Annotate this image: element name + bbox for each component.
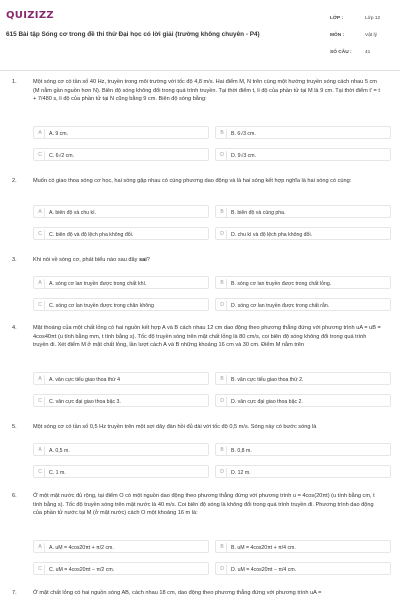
- option-text: B. sóng cơ lan truyền được trong chất lỏng.: [231, 280, 332, 287]
- option-text: A. vân cực tiểu giao thoa thứ 4: [49, 376, 120, 383]
- question-number: 5.: [12, 424, 17, 430]
- option-a[interactable]: [33, 205, 209, 218]
- worksheet-title: 615 Bài tập Sóng cơ trong đề thi thử Đại học có lời giải (trường không chuyên - P4): [6, 31, 260, 38]
- option-letter: D: [218, 468, 227, 477]
- option-text: B. 6√3 cm.: [231, 130, 256, 137]
- option-letter: A: [36, 446, 45, 455]
- option-letter: A: [36, 375, 45, 384]
- option-text: D. vân cực đại giao thoa bậc 2.: [231, 398, 303, 405]
- option-b[interactable]: [215, 372, 391, 385]
- meta-value: Vật lý: [365, 33, 377, 38]
- option-letter: C: [36, 397, 45, 406]
- option-letter: C: [36, 230, 45, 239]
- option-letter: B: [218, 208, 227, 217]
- option-b[interactable]: [215, 443, 391, 456]
- option-letter: D: [218, 230, 227, 239]
- option-text: B. biên độ và cùng pha.: [231, 209, 286, 216]
- worksheet-header: [0, 0, 400, 64]
- question-stem: Ở một mặt nước đủ rộng, tại điểm O có một nguồn dao động theo phương thẳng đứng với phương trình u = 4cos(20πt) (u tính bằng cm, t tính bằng s). Tốc độ truyền sóng trên mặt nước là 40 m/s. Coi biên độ sóng là không đổi trong quá trình truyền đi. Phương trình dao động của phần tử nước tại M (ở mặt nước) cách O một khoảng 16 m là:: [33, 493, 375, 517]
- header-divider: [0, 70, 400, 71]
- option-text: C. biên độ và độ lệch pha không đổi.: [49, 231, 134, 238]
- option-d[interactable]: [215, 298, 391, 311]
- question-stem-end: ?: [146, 257, 150, 263]
- option-d[interactable]: [215, 465, 391, 478]
- option-b[interactable]: [215, 126, 391, 139]
- option-c[interactable]: [33, 465, 209, 478]
- question-stem: Ở mặt chất lỏng có hai nguồn sóng AB, cách nhau 18 cm, dao động theo phương thẳng đứng với phương trình uA =: [33, 590, 322, 596]
- question-stem: [33, 256, 381, 265]
- option-d[interactable]: [215, 562, 391, 575]
- option-text: D. chu kì và độ lệch pha không đổi.: [231, 231, 313, 238]
- option-letter: A: [36, 543, 45, 552]
- option-c[interactable]: [33, 394, 209, 407]
- question-number: 1.: [12, 79, 17, 85]
- option-text: B. uM = 4cos20πt + π/4 cm.: [231, 544, 296, 551]
- option-text: C. vân cực đại giao thoa bậc 3.: [49, 398, 121, 405]
- option-letter: A: [36, 208, 45, 217]
- question-stem-emphasis: sai: [138, 257, 147, 263]
- option-a[interactable]: [33, 540, 209, 553]
- question-number: 2.: [12, 178, 17, 184]
- option-letter: A: [36, 129, 45, 138]
- option-a[interactable]: [33, 372, 209, 385]
- option-text: B. vân cực tiểu giao thoa thứ 2.: [231, 376, 304, 383]
- question-stem: Một sóng cơ có tần số 40 Hz, truyền trong môi trường với tốc độ 4,8 m/s. Hai điểm M, N trên cùng một hướng truyền sóng cách nhau 5 cm (M nằm gần nguồn hơn N). Biên độ sóng không đổi trong quá trình truyền. Tại thời điểm t, li độ của phần tử tại M là 9 cm. Tại thời điểm t' = t + 7/480 s, li độ của phần tử tại N cũng bằng 9 cm. Biên độ sóng bằng:: [33, 79, 380, 103]
- option-text: A. 0,5 m.: [49, 447, 70, 454]
- meta-label: LỚP :: [330, 16, 344, 21]
- option-text: D. sóng cơ lan truyền được trong chất rắn.: [231, 302, 330, 309]
- option-letter: B: [218, 129, 227, 138]
- question-stem: Một sóng cơ có tần số 0,5 Hz truyền trên một sợi dây đàn hồi đủ dài với tốc độ 0,5 m/s. Sóng này có bước sóng là: [33, 424, 317, 430]
- option-text: C. uM = 4cos20πt − π/2 cm.: [49, 566, 115, 573]
- option-letter: D: [218, 397, 227, 406]
- option-c[interactable]: [33, 562, 209, 575]
- option-letter: B: [218, 375, 227, 384]
- meta-value: Lớp 12: [365, 16, 381, 21]
- option-b[interactable]: [215, 276, 391, 289]
- option-text: B. 0,8 m.: [231, 447, 252, 454]
- option-c[interactable]: [33, 227, 209, 240]
- option-letter: B: [218, 279, 227, 288]
- option-letter: C: [36, 301, 45, 310]
- option-c[interactable]: [33, 148, 209, 161]
- option-letter: C: [36, 151, 45, 160]
- option-d[interactable]: [215, 227, 391, 240]
- question-number: 7.: [12, 590, 17, 596]
- question-number: 6.: [12, 493, 17, 499]
- option-b[interactable]: [215, 540, 391, 553]
- question-number: 4.: [12, 325, 17, 331]
- meta-label: MÔN :: [330, 33, 345, 38]
- option-a[interactable]: [33, 126, 209, 139]
- question-stem-text: Khi nói về sóng cơ, phát biểu nào sau đây: [33, 257, 139, 263]
- option-b[interactable]: [215, 205, 391, 218]
- option-letter: D: [218, 151, 227, 160]
- option-letter: D: [218, 301, 227, 310]
- quizizz-logo: QUIZIZZ: [6, 10, 54, 21]
- option-text: D. 9√3 cm.: [231, 152, 257, 159]
- option-letter: A: [36, 279, 45, 288]
- option-text: A. uM = 4cos20πt + π/2 cm.: [49, 544, 114, 551]
- option-text: A. 9 cm.: [49, 130, 69, 137]
- option-letter: C: [36, 565, 45, 574]
- option-a[interactable]: [33, 443, 209, 456]
- option-c[interactable]: [33, 298, 209, 311]
- question-number: 3.: [12, 257, 17, 263]
- option-text: A. sóng cơ lan truyền được trong chất khí.: [49, 280, 147, 287]
- option-text: A. biên độ và chu kì.: [49, 209, 97, 216]
- option-text: C. 1 m.: [49, 469, 66, 476]
- option-letter: B: [218, 543, 227, 552]
- option-a[interactable]: [33, 276, 209, 289]
- option-letter: B: [218, 446, 227, 455]
- option-letter: D: [218, 565, 227, 574]
- question-stem: Muốn có giao thoa sóng cơ học, hai sóng gặp nhau có cùng phương dao động và là hai sóng kết hợp nghĩa là hai sóng có cùng:: [33, 178, 352, 184]
- option-text: D. uM = 4cos20πt − π/4 cm.: [231, 566, 297, 573]
- option-d[interactable]: [215, 148, 391, 161]
- question-stem: Mặt thoáng của một chất lỏng có hai nguồn kết hợp A và B cách nhau 12 cm dao động theo phương thẳng đứng với phương trình uA = uB = 4cos40πt (u tính bằng mm, t tính bằng s). Tốc độ truyền sóng trên mặt chất lỏng là 80 cm/s, coi biên độ sóng không đổi trong quá trình truyền đi. Xét điểm M ở mặt chất lỏng, lần lượt cách A và B những khoảng 16 cm và 30 cm. Điểm M nằm trên: [33, 325, 381, 349]
- option-text: D. 12 m.: [231, 469, 251, 476]
- meta-value: 41: [365, 50, 371, 55]
- option-letter: C: [36, 468, 45, 477]
- meta-label: SỐ CÂU :: [330, 50, 352, 55]
- option-text: C. sóng cơ lan truyền được trong chân không: [49, 302, 154, 309]
- option-text: C. 6√2 cm.: [49, 152, 75, 159]
- option-d[interactable]: [215, 394, 391, 407]
